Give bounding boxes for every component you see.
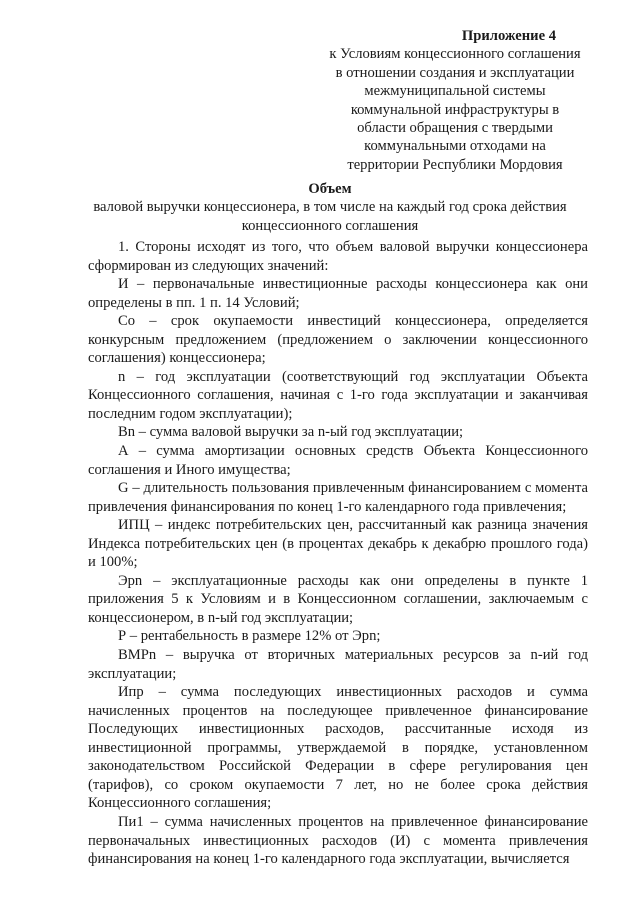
paragraph: Ипр – сумма последующих инвестиционных расходов и сумма начисленных процентов на последующее привлеченное финансирование Последующих инвестиционных расходов, рассчитанные исходя из инвестиционной программы, утверждаемой в порядке, установленном законодательством Российской Федерации в сфере регулирования цен (тарифов), со сроком окупаемости 7 лет, но не более срока действия Концессионного соглашения; [88, 684, 588, 812]
paragraph: Эрn – эксплуатационные расходы как они определены в пункте 1 приложения 5 к Условиям и в Концессионном соглашении, заключаемым с концессионером, в n-ый год эксплуатации; [88, 572, 588, 626]
paragraph: ВМРn – выручка от вторичных материальных ресурсов за n-ий год эксплуатации; [88, 647, 588, 682]
paragraph: Вn – сумма валовой выручки за n-ый год эксплуатации; [118, 424, 464, 441]
appendix-line: межмуниципальной системы [364, 83, 546, 100]
paragraph: И – первоначальные инвестиционные расходы концессионера как они определены в пп. 1 п. 14 Условий; [88, 276, 588, 311]
paragraph: 1. Стороны исходят из того, что объем валовой выручки концессионера сформирован из следующих значений: [88, 239, 588, 274]
paragraph: G – длительность пользования привлеченным финансированием с момента привлечения финансирования по конец 1-го календарного года привлечения; [88, 480, 588, 515]
paragraph: Пи1 – сумма начисленных процентов на привлеченное финансирование первоначальных инвестиционных расходов (И) с момента привлечения финансирования на конец 1-го календарного года эксплуатации, вычисляется [88, 813, 588, 868]
document-body [88, 238, 588, 869]
appendix-line: к Условиям концессионного соглашения [329, 46, 581, 63]
appendix-title: Приложение 4 [461, 28, 556, 44]
heading-title: Объем [308, 181, 352, 197]
appendix-header [300, 27, 610, 174]
heading-subtitle-line: концессионного соглашения [241, 217, 419, 234]
document-heading [70, 180, 590, 235]
appendix-line: области обращения с твердыми [357, 120, 553, 137]
paragraph: ИПЦ – индекс потребительских цен, рассчитанный как разница значения Индекса потребительских цен (в процентах декабрь к декабрю прошлого года) и 100%; [88, 517, 588, 571]
appendix-line: в отношении создания и эксплуатации [335, 64, 575, 81]
heading-subtitle-line: валовой выручки концессионера, в том числе на каждый год срока действия [93, 199, 567, 216]
appendix-line: территории Республики Мордовия [347, 156, 563, 173]
appendix-line: коммунальной инфраструктуры в [350, 101, 560, 118]
appendix-line: коммунальными отходами на [364, 138, 546, 155]
paragraph: А – сумма амортизации основных средств Объекта Концессионного соглашения и Иного имущества; [88, 443, 588, 478]
paragraph: Со – срок окупаемости инвестиций концессионера, определяется конкурсным предложением (предложением о заключении концессионного соглашения) концессионера; [88, 313, 588, 367]
paragraph: Р – рентабельность в размере 12% от Эрn; [118, 628, 381, 645]
paragraph: n – год эксплуатации (соответствующий год эксплуатации Объекта Концессионного соглашения, начиная с 1-го года эксплуатации и заканчивая последним годом эксплуатации); [88, 368, 588, 422]
